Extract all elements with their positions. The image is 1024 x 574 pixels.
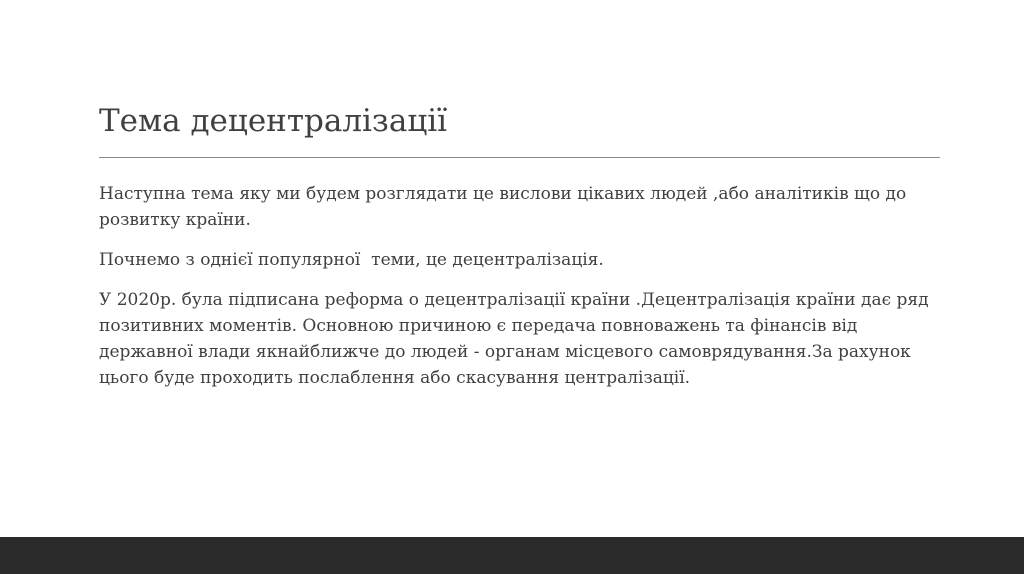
slide-title: Тема децентралізації [99, 103, 448, 139]
title-divider [99, 157, 940, 158]
paragraph-3: У 2020р. була підписана реформа о децентралізації країни .Децентралізація країни дає ряд позитивних моментів. Основною причиною є передача повноважень та фінансів від державної влади якнайближче до людей - органам місцевого самоврядування.За рахунок цього буде проходить послаблення або скасування централізації. [99, 290, 935, 388]
bottom-bar [0, 537, 1024, 574]
paragraph-2: Почнемо з однієї популярної теми, це децентралізація. [99, 250, 604, 270]
paragraph-1: Наступна тема яку ми будем розглядати це вислови цікавих людей ,або аналітиків що до розвитку країни. [99, 184, 912, 230]
slide-body [99, 181, 949, 405]
